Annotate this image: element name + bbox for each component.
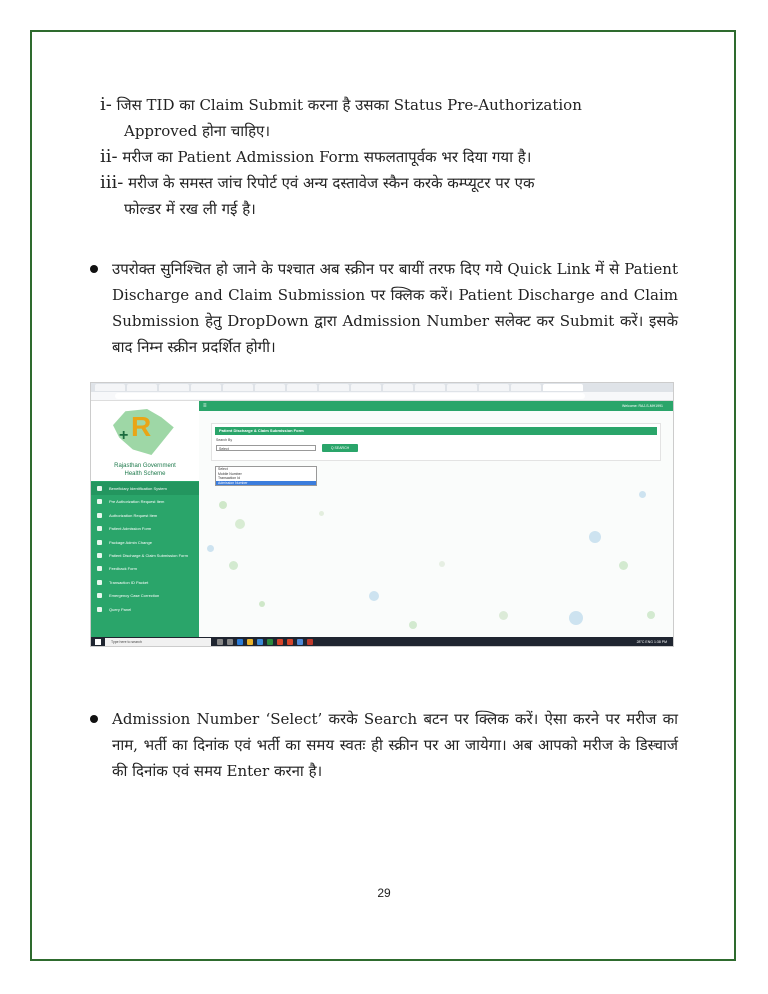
list-number: i- [100, 94, 112, 115]
list-text-continued: फोल्डर में रख ली गई है। [124, 200, 256, 218]
embedded-screenshot [90, 382, 674, 647]
decor-dot [219, 501, 227, 509]
list-text: जिस TID का Claim Submit करना है उसका Status Pre-Authorization [116, 96, 582, 114]
list-item [100, 92, 678, 144]
browser-tab [95, 384, 125, 391]
org-subname: Health Scheme [124, 471, 166, 477]
page-number: 29 [377, 886, 391, 900]
decor-dot [439, 561, 445, 567]
discharge-form-card [211, 423, 661, 461]
dropdown-option[interactable]: Transaction Id [218, 476, 241, 480]
list-text-continued: Approved होना चाहिए। [124, 122, 271, 140]
patient-icon [97, 526, 102, 531]
decor-dot [207, 545, 214, 552]
decor-dot [589, 531, 601, 543]
decor-dot [647, 611, 655, 619]
feedback-icon [97, 566, 102, 571]
list-text: मरीज के समस्त जांच रिपोर्ट एवं अन्य दस्तावेज स्कैन करके कम्प्यूटर पर एक [128, 174, 535, 192]
hamburger-icon: ≡ [203, 403, 207, 409]
user-icon [97, 580, 102, 585]
dropdown-option-admission-number[interactable]: Admission Number [216, 481, 316, 486]
bullet-icon [90, 265, 98, 273]
lock-icon [97, 513, 102, 518]
plus-icon: + [119, 427, 129, 444]
numbered-list [100, 92, 678, 222]
sidebar [91, 401, 199, 637]
taskbar-search: Type here to search [105, 638, 211, 647]
browser-tab [255, 384, 285, 391]
sidebar-item: Transaction ID Packet [91, 576, 199, 589]
list-text: मरीज का Patient Admission Form सफलतापूर्वक भर दिया गया है। [122, 148, 532, 166]
browser-tab [159, 384, 189, 391]
browser-tab [191, 384, 221, 391]
decor-dot [319, 511, 324, 516]
package-icon [97, 540, 102, 545]
sidebar-item: Package Admin Change [91, 536, 199, 549]
taskbar-app-icon [217, 639, 223, 645]
decor-dot [499, 611, 508, 620]
app-top-bar [199, 401, 674, 411]
browser-tab [447, 384, 477, 391]
taskbar-app-icon [307, 639, 313, 645]
taskbar-app-icon [297, 639, 303, 645]
list-number: iii- [100, 172, 124, 193]
decor-dot [639, 491, 646, 498]
browser-tab-active [543, 384, 583, 391]
taskbar-app-icon [287, 639, 293, 645]
search-by-select[interactable]: Select [216, 445, 316, 451]
fingerprint-icon [97, 486, 102, 491]
browser-tab [351, 384, 381, 391]
decor-dot [229, 561, 238, 570]
taskbar-app-icon [267, 639, 273, 645]
bullet-text: Admission Number ‘Select’ करके Search बटन पर क्लिक करें। ऐसा करने पर मरीज का नाम, भर्ती का दिनांक एवं भर्ती का समय स्वतः ही स्क्रीन पर आ जायेगा। अब आपको मरीज के डिस्चार्ज की दिनांक एवं समय Enter करना है। [112, 710, 678, 780]
dropdown-option[interactable]: Select [218, 467, 228, 471]
address-bar [91, 392, 673, 401]
browser-tab [479, 384, 509, 391]
logo-area [91, 401, 199, 481]
main-content [199, 411, 674, 637]
bullet-paragraph-1 [90, 256, 678, 360]
query-icon [97, 607, 102, 612]
browser-tab [415, 384, 445, 391]
list-item [100, 144, 678, 170]
decor-dot [369, 591, 379, 601]
decor-dot [619, 561, 628, 570]
decor-dot [259, 601, 265, 607]
browser-tab [127, 384, 157, 391]
search-by-dropdown-list [215, 466, 317, 486]
bullet-icon [90, 715, 98, 723]
sidebar-item: Beneficiary Identification System [91, 482, 199, 495]
edge-icon [237, 639, 243, 645]
sidebar-item: Patient Discharge & Claim Submission Form [91, 549, 199, 562]
sidebar-menu [91, 482, 199, 616]
windows-taskbar [91, 637, 673, 647]
decor-dot [235, 519, 245, 529]
logo-r-icon: R [131, 411, 152, 442]
sidebar-item: Patient Admission Form [91, 522, 199, 535]
system-tray: 28°C ENG 1:38 PM [636, 640, 667, 644]
form-icon [97, 499, 102, 504]
browser-tab-bar [91, 383, 673, 392]
bullet-text: उपरोक्त सुनिश्चित हो जाने के पश्चात अब स्क्रीन पर बायीं तरफ दिए गये Quick Link में से Patient Discharge and Claim Submission पर क्लिक करें। Patient Discharge and Claim Submission हेतु DropDown द्वारा Admission Number सलेक्ट कर Submit करें। इसके बाद निम्न स्क्रीन प्रदर्शित होगी। [112, 260, 678, 356]
form-title: Patient Discharge & Claim Submission Form [215, 427, 657, 435]
emergency-icon [97, 593, 102, 598]
welcome-text: Welcome: RAJ-S-MH1991 [622, 404, 663, 408]
list-number: ii- [100, 146, 118, 167]
list-item [100, 170, 678, 222]
decor-dot [409, 621, 417, 629]
taskbar-app-icon [257, 639, 263, 645]
browser-tab [319, 384, 349, 391]
windows-start-icon [95, 639, 101, 645]
org-name: Rajasthan Government [114, 463, 176, 469]
sidebar-item: Emergency Case Correction [91, 589, 199, 602]
sidebar-item: Feedback Form [91, 562, 199, 575]
search-by-label: Search By [216, 438, 233, 442]
search-button[interactable]: Q SEARCH [322, 444, 358, 452]
sidebar-item: Pre Authorization Request Item [91, 495, 199, 508]
browser-tab [287, 384, 317, 391]
discharge-icon [97, 553, 102, 558]
taskbar-app-icon [277, 639, 283, 645]
browser-tab [223, 384, 253, 391]
dropdown-option[interactable]: Mobile Number [218, 471, 242, 476]
browser-tab [511, 384, 541, 391]
sidebar-item: Query Panel [91, 603, 199, 616]
taskbar-app-icon [227, 639, 233, 645]
bullet-paragraph-2 [90, 706, 678, 784]
browser-tab [383, 384, 413, 391]
url-field [115, 393, 585, 399]
sidebar-item: Authorization Request Item [91, 509, 199, 522]
decor-dot [569, 611, 583, 625]
folder-icon [247, 639, 253, 645]
